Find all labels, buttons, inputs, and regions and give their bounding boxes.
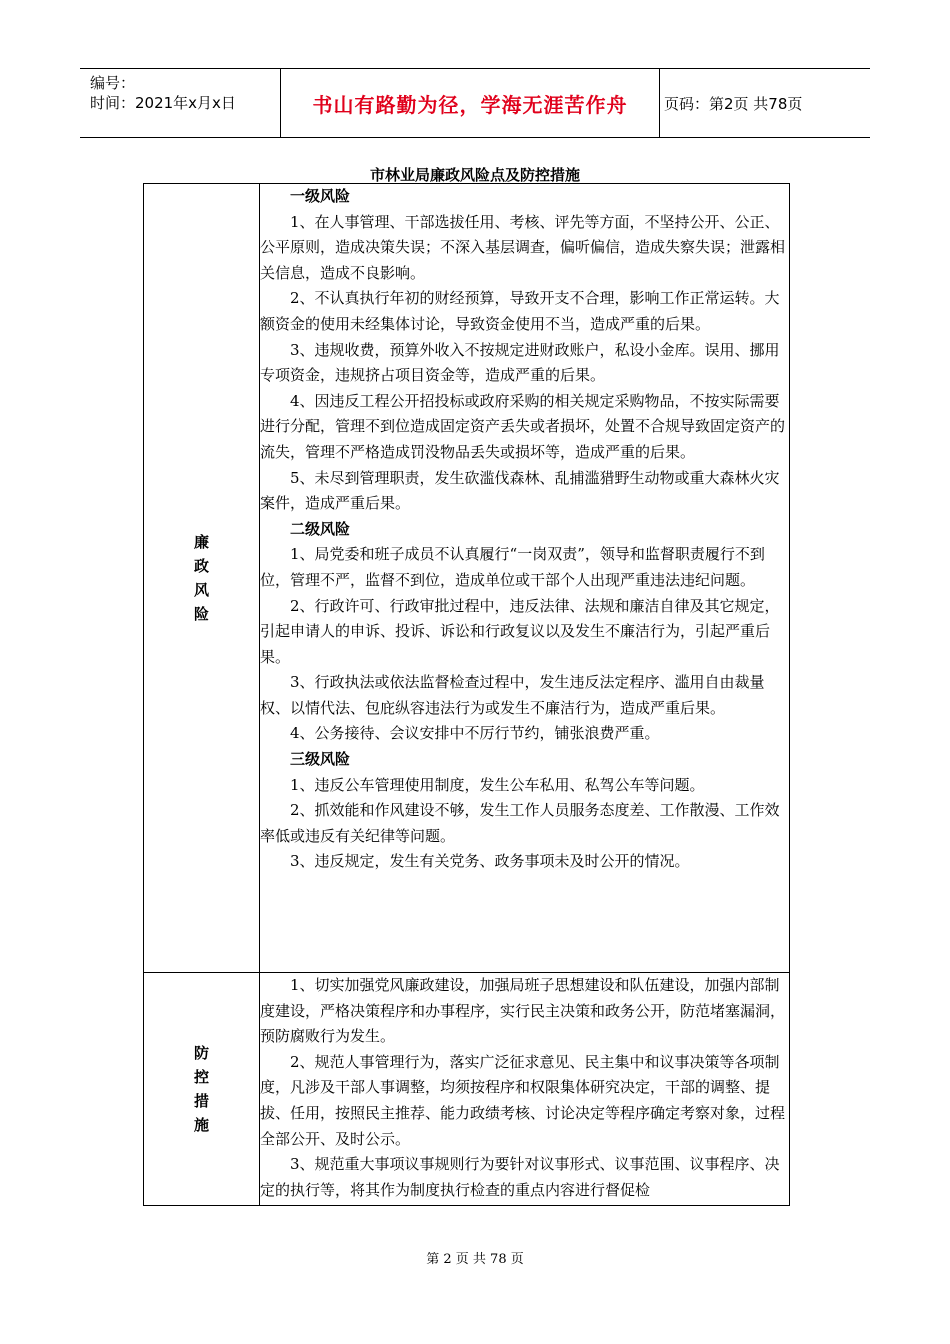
level1-heading: 一级风险 [290,187,351,205]
level3-item: 2、抓效能和作风建设不够，发生工作人员服务态度差、工作散漫、工作效率低或违反有关纪律等问题。 [260,801,780,845]
header-page-info: 页码：第2页 共78页 [664,94,803,113]
level1-item: 5、未尽到管理职责，发生砍滥伐森林、乱捕滥猎野生动物或重大森林火灾案件，造成严重后果。 [260,468,780,513]
level1-item: 4、因违反工程公开招投标或政府采购的相关规定采购物品，不按实际需要进行分配，管理不到位造成固定资产丢失或者损坏，处置不合规导致固定资产的流失，管理不严格造成罚没物品丢失或损坏等，造成严重的后果。 [260,391,786,461]
risk-label: 廉 政 风 险 [144,184,260,973]
level2-item: 4、公务接待、会议安排中不厉行节约，铺张浪费严重。 [290,724,660,743]
date-label: 时间：2021年x月x日 [90,94,236,112]
measure-item: 1、切实加强党风廉政建设，加强局班子思想建设和队伍建设，加强内部制度建设，严格决策程序和办事程序，实行民主决策和政务公开，防范堵塞漏洞，预防腐败行为发生。 [260,976,786,1046]
header-meta [90,73,236,113]
risk-table [143,183,790,1206]
header-motto: 书山有路勤为径，学海无涯苦作舟 [280,69,660,137]
measures-content [260,973,790,1206]
level2-item: 3、行政执法或依法监督检查过程中，发生违反法定程序、滥用自由裁量权、以情代法、包庇纵容违法行为或发生不廉洁行为，造成严重后果。 [260,673,765,717]
level2-item: 2、行政许可、行政审批过程中，违反法律、法规和廉洁自律及其它规定，引起申请人的申诉、投诉、诉讼和行政复议以及发生不廉洁行为，引起严重后果。 [260,596,780,666]
document-title: 市林业局廉政风险点及防控措施 [369,166,580,184]
level3-item: 1、违反公车管理使用制度，发生公车私用、私驾公车等问题。 [290,775,705,794]
level1-item: 3、违规收费，预算外收入不按规定进财政账户，私设小金库。误用、挪用专项资金，违规挤占项目资金等，造成严重的后果。 [260,340,780,385]
level1-item: 1、在人事管理、干部选拔任用、考核、评先等方面，不坚持公开、公正、公平原则，造成决策失误；不深入基层调查，偏听偏信，造成失察失误；泄露相关信息，造成不良影响。 [260,212,786,282]
page-header [80,68,870,138]
level1-item: 2、不认真执行年初的财经预算，导致开支不合理，影响工作正常运转。大额资金的使用未经集体讨论，导致资金使用不当，造成严重的后果。 [260,289,780,333]
level3-heading: 三级风险 [290,750,351,769]
measures-label: 防 控 措 施 [144,973,260,1206]
level3-item: 3、违反规定，发生有关党务、政务事项未及时公开的情况。 [290,852,690,871]
number-label: 编号： [90,74,136,92]
risk-content [260,184,790,973]
risk-row [144,184,790,973]
page-footer: 第 2 页 共 78 页 [426,1252,524,1267]
measure-item: 2、规范人事管理行为，落实广泛征求意见、民主集中和议事决策等各项制度，凡涉及干部人事调整，均须按程序和权限集体研究决定，干部的调整、提拔、任用，按照民主推荐、能力政绩考核、讨论决定等程序确定考察对象，过程全部公开、及时公示。 [260,1052,786,1148]
level2-heading: 二级风险 [290,519,351,538]
measures-row [144,973,790,1206]
measure-item: 3、规范重大事项议事规则行为要针对议事形式、议事范围、议事程序、决定的执行等，将其作为制度执行检查的重点内容进行督促检 [260,1155,780,1199]
level2-item: 1、局党委和班子成员不认真履行“一岗双责”，领导和监督职责履行不到位，管理不严，监督不到位，造成单位或干部个人出现严重违法违纪问题。 [260,545,765,589]
